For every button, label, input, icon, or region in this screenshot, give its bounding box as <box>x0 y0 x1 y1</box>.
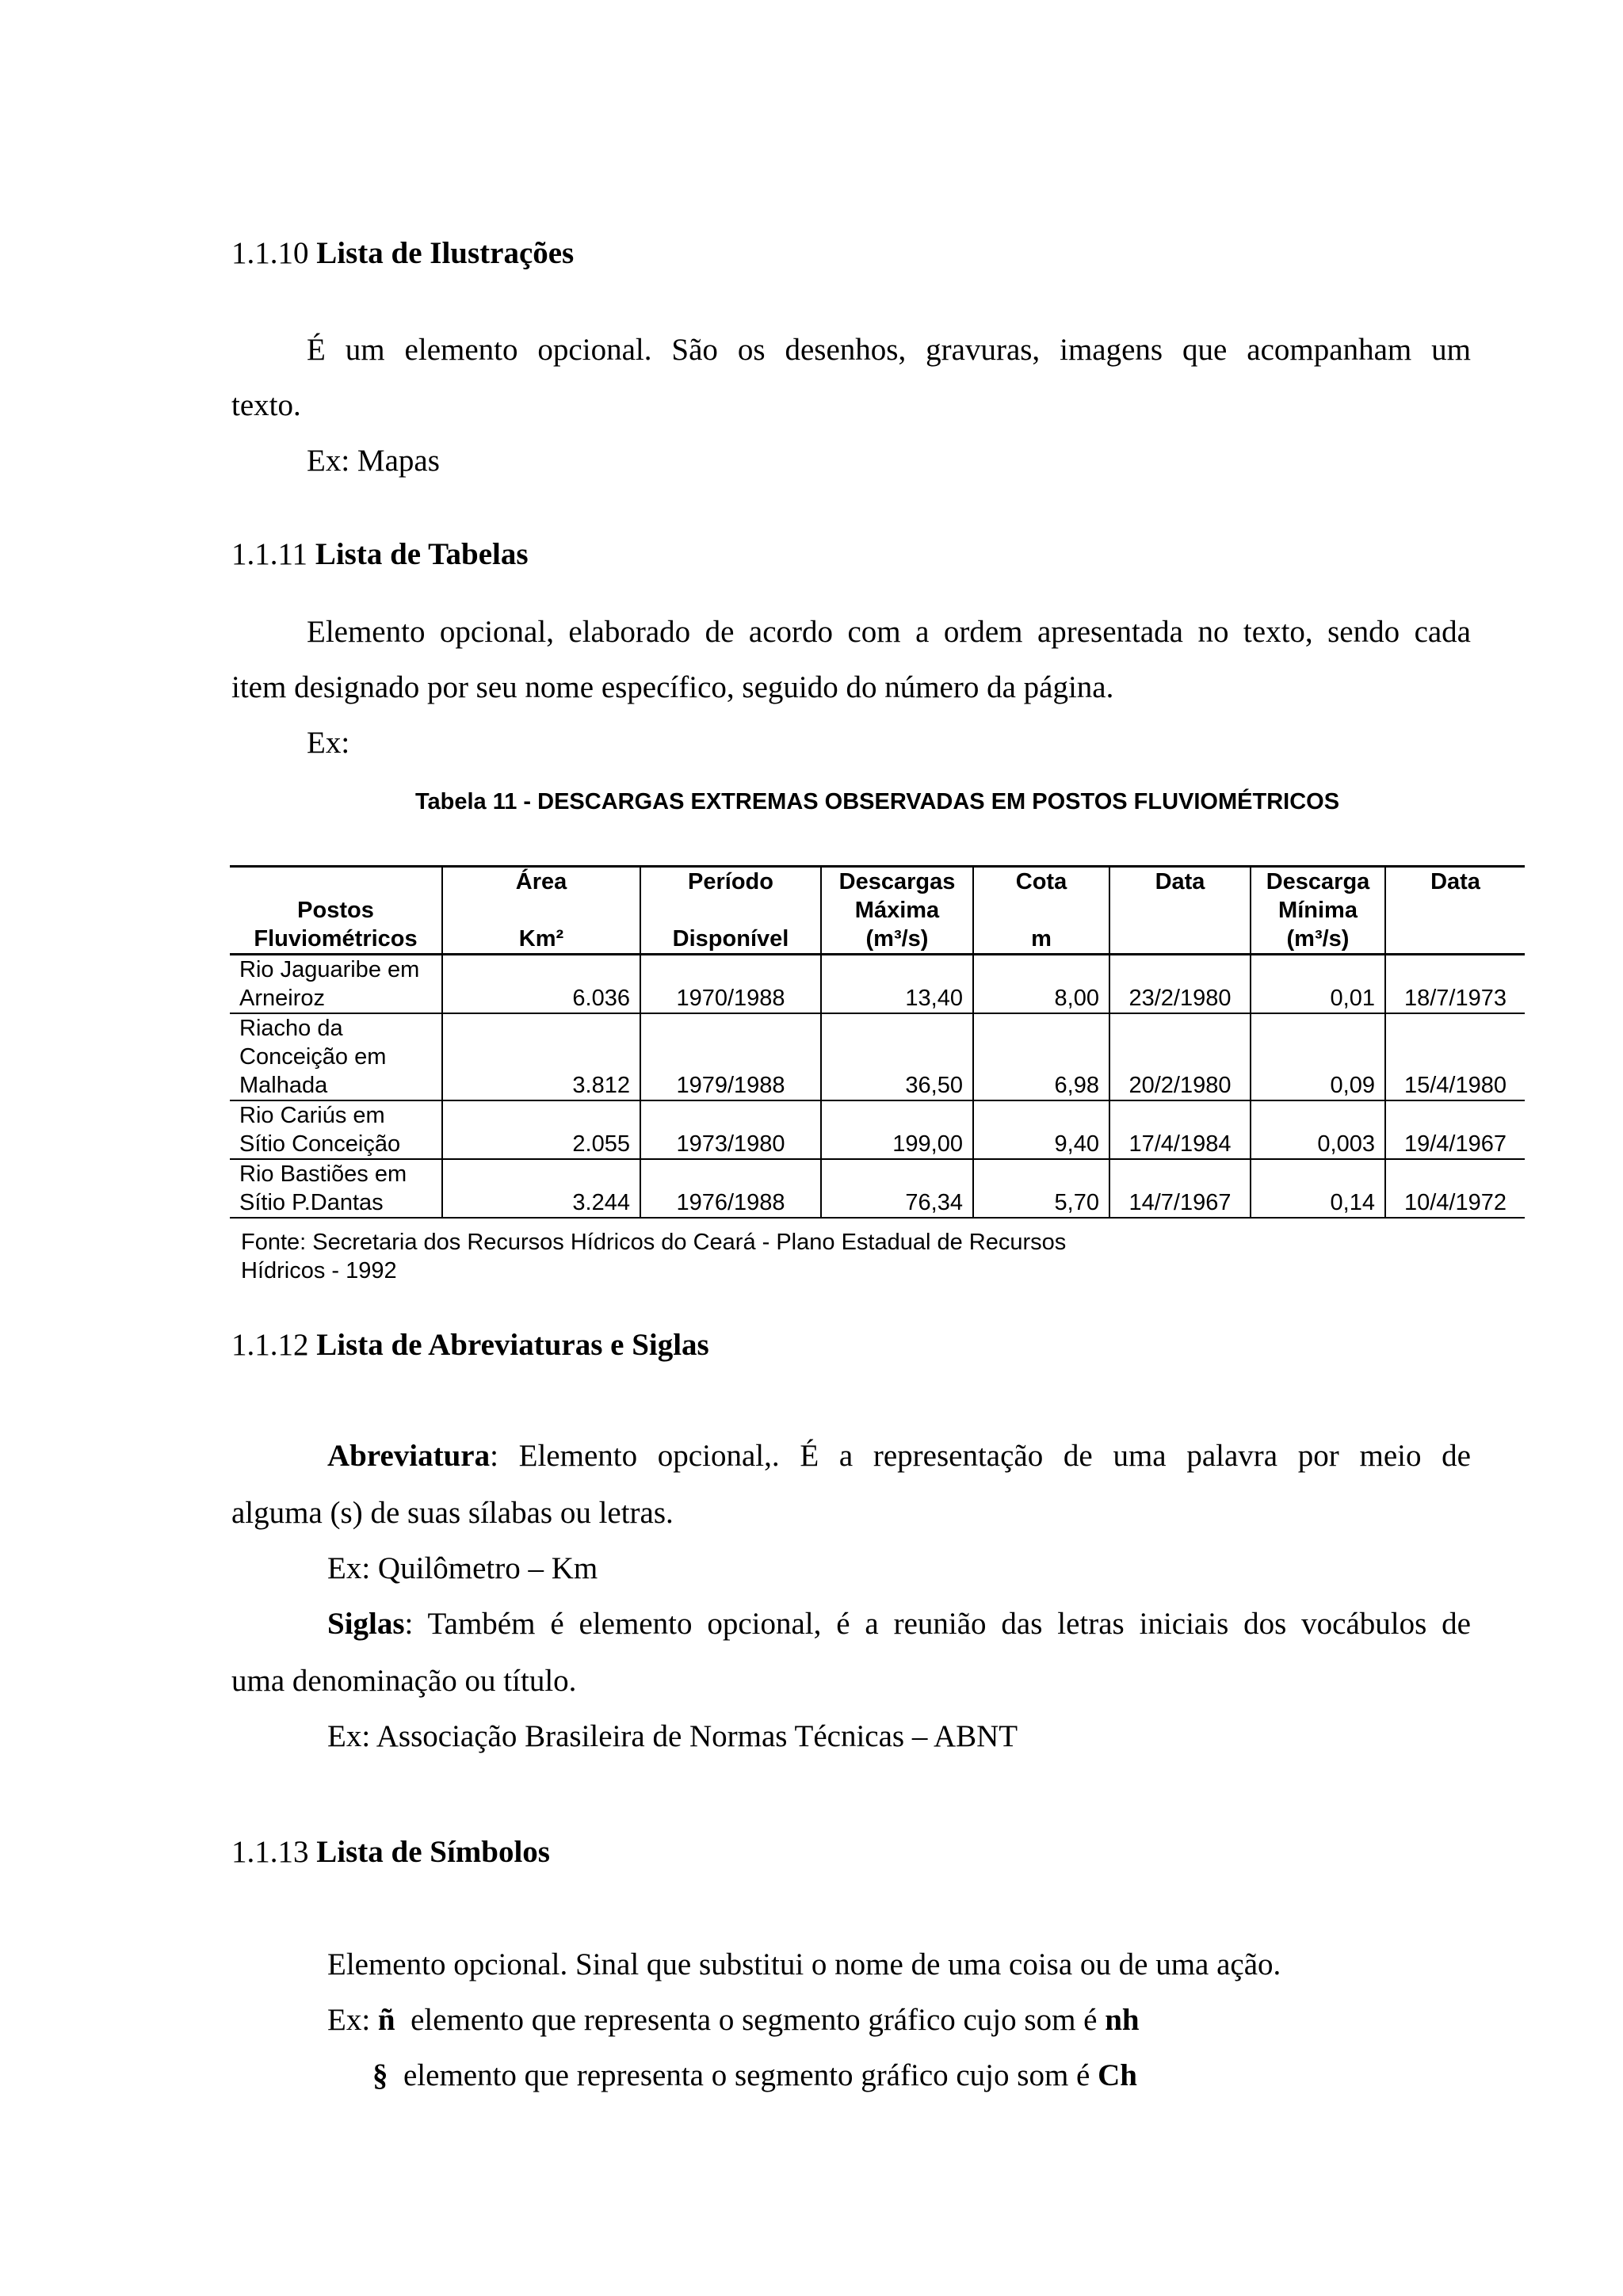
cell-data-max: 17/4/1984 <box>1109 1100 1251 1159</box>
symbol-sound: Ch <box>1098 2058 1137 2092</box>
heading-lista-tabelas <box>231 539 529 570</box>
cell-periodo: 1973/1980 <box>640 1100 821 1159</box>
table-row <box>230 955 1525 1014</box>
cell-data-min: 19/4/1967 <box>1385 1100 1525 1159</box>
header-area: Área Km² <box>442 867 640 955</box>
siglas-label: Siglas <box>327 1607 405 1641</box>
example-line: Ex: Quilômetro – Km <box>327 1551 598 1585</box>
table-source: Fonte: Secretaria dos Recursos Hídricos do Ceará - Plano Estadual de Recursos Hídricos - 1992 <box>241 1230 1067 1283</box>
paragraph-line: item designado por seu nome específico, seguido do número da página. <box>231 670 1114 704</box>
heading-title: Lista de Abreviaturas e Siglas <box>316 1328 709 1362</box>
header-data-min: Data <box>1385 867 1525 955</box>
heading-number: 1.1.10 <box>231 236 309 270</box>
cell-data-min: 15/4/1980 <box>1385 1013 1525 1100</box>
table-title: Tabela 11 - DESCARGAS EXTREMAS OBSERVADAS EM POSTOS FLUVIOMÉTRICOS <box>414 789 1340 814</box>
cell-descarga-max: 199,00 <box>821 1100 973 1159</box>
table-row <box>230 1159 1525 1218</box>
symbol-sound: nh <box>1105 2003 1140 2037</box>
cell-posto: Rio Jaguaribe em Arneiroz <box>239 957 420 1011</box>
heading-lista-simbolos <box>231 1836 550 1867</box>
cell-area: 6.036 <box>442 955 640 1014</box>
heading-title: Lista de Tabelas <box>315 537 529 571</box>
table-row <box>230 1013 1525 1100</box>
cell-posto: Rio Cariús em Sítio Conceição <box>239 1103 401 1157</box>
cell-descarga-max: 76,34 <box>821 1159 973 1218</box>
cell-descarga-min: 0,14 <box>1251 1159 1385 1218</box>
paragraph-line <box>327 1608 1471 1639</box>
header-data-max: Data <box>1109 867 1251 955</box>
paragraph-line: uma denominação ou título. <box>231 1664 577 1698</box>
header-descargas-maxima: Descargas Máxima (m³/s) <box>821 867 973 955</box>
header-periodo: Período Disponível <box>640 867 821 955</box>
symbol-n-tilde: ñ <box>377 2003 395 2037</box>
cell-data-min: 10/4/1972 <box>1385 1159 1525 1218</box>
abreviatura-label: Abreviatura <box>327 1439 491 1473</box>
symbol-section: § <box>372 2058 388 2092</box>
cell-descarga-max: 13,40 <box>821 955 973 1014</box>
symbol-description: elemento que representa o segmento gráfico cujo som é <box>395 2003 1106 2037</box>
table-header-row <box>230 867 1525 955</box>
cell-cota: 6,98 <box>973 1013 1109 1100</box>
heading-number: 1.1.12 <box>231 1328 309 1362</box>
cell-descarga-min: 0,09 <box>1251 1013 1385 1100</box>
paragraph-line: texto. <box>231 388 301 422</box>
heading-lista-abreviaturas <box>231 1329 709 1360</box>
cell-posto: Rio Bastiões em Sítio P.Dantas <box>239 1161 407 1215</box>
table-row <box>230 1100 1525 1159</box>
heading-title: Lista de Ilustrações <box>316 236 575 270</box>
symbol-example-line <box>372 2060 1137 2091</box>
header-cota: Cota m <box>973 867 1109 955</box>
cell-periodo: 1979/1988 <box>640 1013 821 1100</box>
paragraph-line: alguma (s) de suas sílabas ou letras. <box>231 1496 674 1530</box>
cell-data-min: 18/7/1973 <box>1385 955 1525 1014</box>
header-postos: Postos Fluviométricos <box>254 898 418 952</box>
paragraph-line: Elemento opcional, elaborado de acordo com a ordem apresentada no texto, sendo cada <box>307 615 1471 649</box>
cell-data-max: 14/7/1967 <box>1109 1159 1251 1218</box>
cell-descarga-min: 0,01 <box>1251 955 1385 1014</box>
paragraph-line <box>327 1440 1471 1471</box>
discharge-table <box>230 865 1525 1219</box>
symbol-description: elemento que representa o segmento gráfico cujo som é <box>388 2058 1098 2092</box>
heading-title: Lista de Símbolos <box>316 1835 550 1869</box>
abreviatura-text: : Elemento opcional,. É a representação de uma palavra por meio de <box>490 1439 1471 1473</box>
cell-area: 3.812 <box>442 1013 640 1100</box>
cell-posto: Riacho da Conceição em Malhada <box>239 1016 387 1098</box>
cell-cota: 9,40 <box>973 1100 1109 1159</box>
siglas-text: : Também é elemento opcional, é a reunião das letras iniciais dos vocábulos de <box>404 1607 1471 1641</box>
symbol-example-line <box>327 2004 1140 2035</box>
header-descarga-minima: Descarga Mínima (m³/s) <box>1251 867 1385 955</box>
cell-cota: 5,70 <box>973 1159 1109 1218</box>
cell-periodo: 1976/1988 <box>640 1159 821 1218</box>
cell-area: 3.244 <box>442 1159 640 1218</box>
cell-area: 2.055 <box>442 1100 640 1159</box>
paragraph-line: É um elemento opcional. São os desenhos, gravuras, imagens que acompanham um <box>307 333 1471 367</box>
cell-descarga-max: 36,50 <box>821 1013 973 1100</box>
cell-periodo: 1970/1988 <box>640 955 821 1014</box>
example-prefix: Ex: <box>327 2003 378 2037</box>
cell-data-max: 23/2/1980 <box>1109 955 1251 1014</box>
heading-number: 1.1.11 <box>231 537 308 571</box>
cell-cota: 8,00 <box>973 955 1109 1014</box>
example-line: Ex: <box>307 726 350 760</box>
cell-data-max: 20/2/1980 <box>1109 1013 1251 1100</box>
heading-lista-ilustracoes <box>231 238 574 269</box>
cell-descarga-min: 0,003 <box>1251 1100 1385 1159</box>
paragraph-line: Elemento opcional. Sinal que substitui o nome de uma coisa ou de uma ação. <box>327 1947 1281 1981</box>
heading-number: 1.1.13 <box>231 1835 309 1869</box>
example-line: Ex: Mapas <box>307 444 440 478</box>
example-line: Ex: Associação Brasileira de Normas Técnicas – ABNT <box>327 1719 1018 1753</box>
